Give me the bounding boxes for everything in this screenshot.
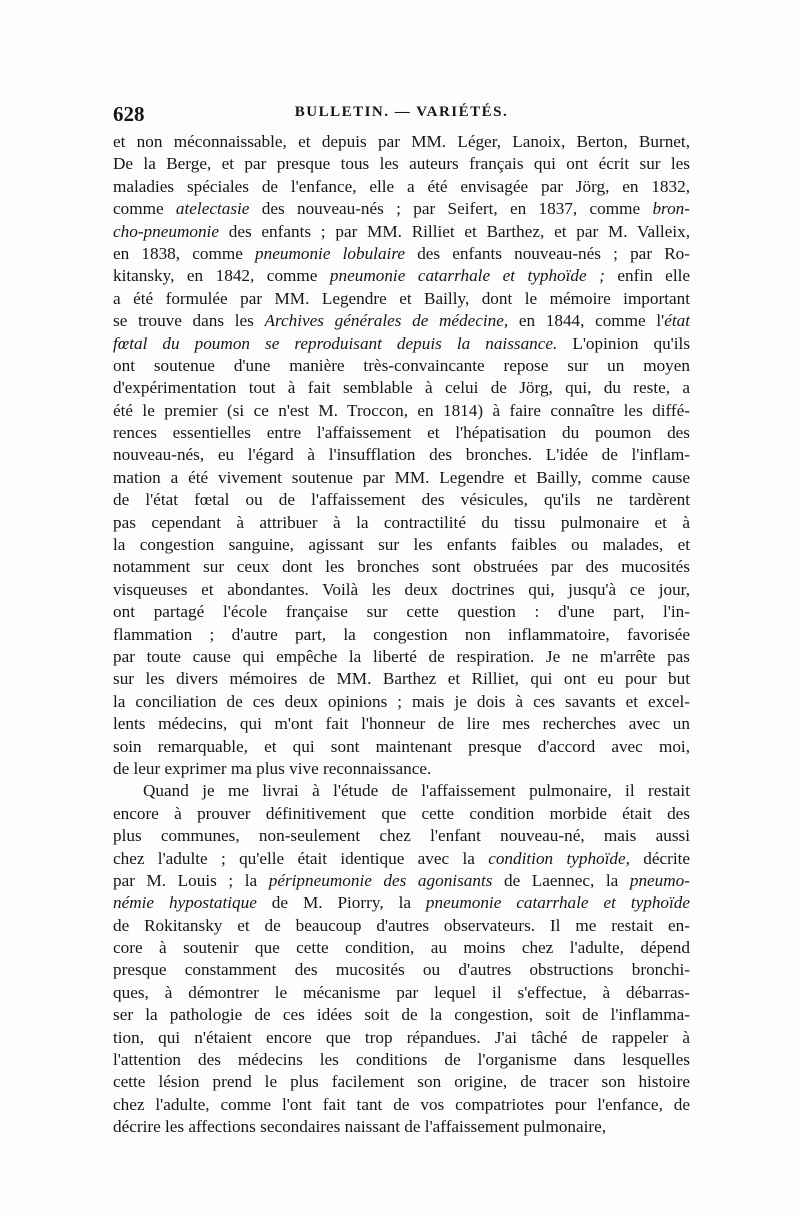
text-line: par M. Louis ; la péripneumonie des agonisants de Laennec, la pneumo- [113, 870, 690, 890]
italic-term: pneumo- [629, 870, 690, 890]
text-line: flammation ; d'autre part, la congestion non inflammatoire, favorisée [113, 624, 690, 644]
running-head: BULLETIN. — VARIÉTÉS. [294, 104, 509, 120]
italic-term: péripneumonie des agonisants [268, 870, 493, 890]
text-line: l'attention des médecins les conditions de l'organisme dans lesquelles [113, 1050, 690, 1070]
text-line: ont soutenue d'une manière très-convaincante repose sur un moyen [113, 355, 690, 375]
text-line: chez l'adulte, comme l'ont fait tant de vos compatriotes pour l'enfance, de [113, 1094, 690, 1114]
text-line: Quand je me livrai à l'étude de l'affaissement pulmonaire, il restait [143, 781, 690, 801]
text-line: de l'état fœtal ou de l'affaissement des vésicules, qu'ils ne tardèrent [113, 490, 690, 510]
text-line: par toute cause qui empêche la liberté de respiration. Je ne m'arrête pas [113, 646, 690, 666]
text-line: mation a été vivement soutenue par MM. Legendre et Bailly, comme cause [113, 467, 690, 487]
text-line: la congestion sanguine, agissant sur les enfants faibles ou malades, et [113, 535, 690, 555]
text-line: kitansky, en 1842, comme pneumonie catarrhale et typhoïde ; enfin elle [113, 266, 690, 286]
text-line: notamment sur ceux dont les bronches sont obstruées par des mucosités [113, 557, 690, 577]
text-line: De la Berge, et par presque tous les auteurs français qui ont écrit sur les [113, 154, 690, 174]
text-line: chez l'adulte ; qu'elle était identique avec la condition typhoïde, décrite [113, 848, 690, 868]
text-line: tion, qui n'étaient encore que trop répandues. J'ai tâché de rappeler à [113, 1027, 690, 1047]
text-line: se trouve dans les Archives générales de médecine, en 1844, comme l'état [113, 311, 690, 331]
text-line: ser la pathologie de ces idées soit de la congestion, soit de l'inflamma- [113, 1005, 690, 1025]
text-line: presque constamment des mucosités ou d'autres obstructions bronchi- [113, 960, 690, 980]
text-line: cho-pneumonie des enfants ; par MM. Rilliet et Barthez, et par M. Valleix, [113, 221, 690, 241]
text-line: rences essentielles entre l'affaissement et l'hépatisation du poumon des [113, 423, 690, 443]
text-line: décrire les affections secondaires naissant de l'affaissement pulmonaire, [113, 1117, 607, 1137]
text-line: de Rokitansky et de beaucoup d'autres observateurs. Il me restait en- [113, 915, 690, 935]
text-line: maladies spéciales de l'enfance, elle a été envisagée par Jörg, en 1832, [113, 176, 690, 196]
italic-term: condition typhoïde, [488, 848, 630, 868]
text-line: été le premier (si ce n'est M. Troccon, en 1814) à faire connaître les diffé- [113, 400, 690, 420]
italic-term: némie hypostatique [113, 893, 257, 913]
italic-term: atelectasie [175, 199, 250, 219]
text-line: pas cependant à attribuer à la contractilité du tissu pulmonaire et à [113, 512, 690, 532]
text-line: a été formulée par MM. Legendre et Bailly, dont le mémoire important [113, 288, 690, 308]
text-line: d'expérimentation tout à fait semblable à celui de Jörg, qui, du reste, a [113, 378, 690, 398]
text-line: némie hypostatique de M. Piorry, la pneumonie catarrhale et typhoïde [113, 893, 690, 913]
italic-term: pneumonie lobulaire [255, 243, 406, 263]
italic-term: fœtal du poumon se reproduisant depuis la naissance. [113, 333, 558, 353]
text-line: visqueuses et abondantes. Voilà les deux doctrines qui, jusqu'à ce jour, [113, 579, 690, 599]
page-header [113, 102, 690, 126]
italic-term: état [664, 311, 690, 331]
italic-term: cho-pneumonie [113, 221, 219, 241]
text-line: encore à prouver définitivement que cette condition morbide était des [113, 803, 690, 823]
text-line: fœtal du poumon se reproduisant depuis la naissance. L'opinion qu'ils [113, 333, 690, 353]
text-line: et non méconnaissable, et depuis par MM. Léger, Lanoix, Berton, Burnet, [113, 132, 690, 151]
italic-term: pneumonie catarrhale et typhoïde ; [329, 266, 605, 286]
text-line: lents médecins, qui m'ont fait l'honneur de lire mes recherches avec un [113, 714, 690, 734]
italic-term: pneumonie catarrhale et typhoïde [425, 893, 690, 913]
text-line: de leur exprimer ma plus vive reconnaissance. [113, 758, 432, 778]
text-line: ques, à démontrer le mécanisme par lequel il s'effectue, à débarras- [113, 982, 690, 1002]
page-number: 628 [113, 102, 145, 126]
text-line: nouveau-nés, eu l'égard à l'insufflation des bronches. L'idée de l'inflam- [113, 445, 690, 465]
text-line: ont partagé l'école française sur cette question : d'une part, l'in- [113, 602, 690, 622]
italic-term: bron- [652, 199, 690, 219]
text-line: en 1838, comme pneumonie lobulaire des enfants nouveau-nés ; par Ro- [113, 243, 690, 263]
body-text [113, 131, 690, 1139]
text-line: plus communes, non-seulement chez l'enfant nouveau-né, mais aussi [113, 826, 690, 846]
text-line: la conciliation de ces deux opinions ; mais je dois à ces savants et excel- [113, 691, 690, 711]
text-line: soin remarquable, et qui sont maintenant presque d'accord avec moi, [113, 736, 690, 756]
text-line: core à soutenir que cette condition, au moins chez l'adulte, dépend [113, 938, 690, 958]
italic-term: Archives générales de médecine, [264, 311, 509, 331]
text-line: sur les divers mémoires de MM. Barthez et Rilliet, qui ont eu pour but [113, 669, 690, 689]
text-line: cette lésion prend le plus facilement son origine, de tracer son histoire [113, 1072, 690, 1092]
text-line: comme atelectasie des nouveau-nés ; par Seifert, en 1837, comme bron- [113, 199, 690, 219]
